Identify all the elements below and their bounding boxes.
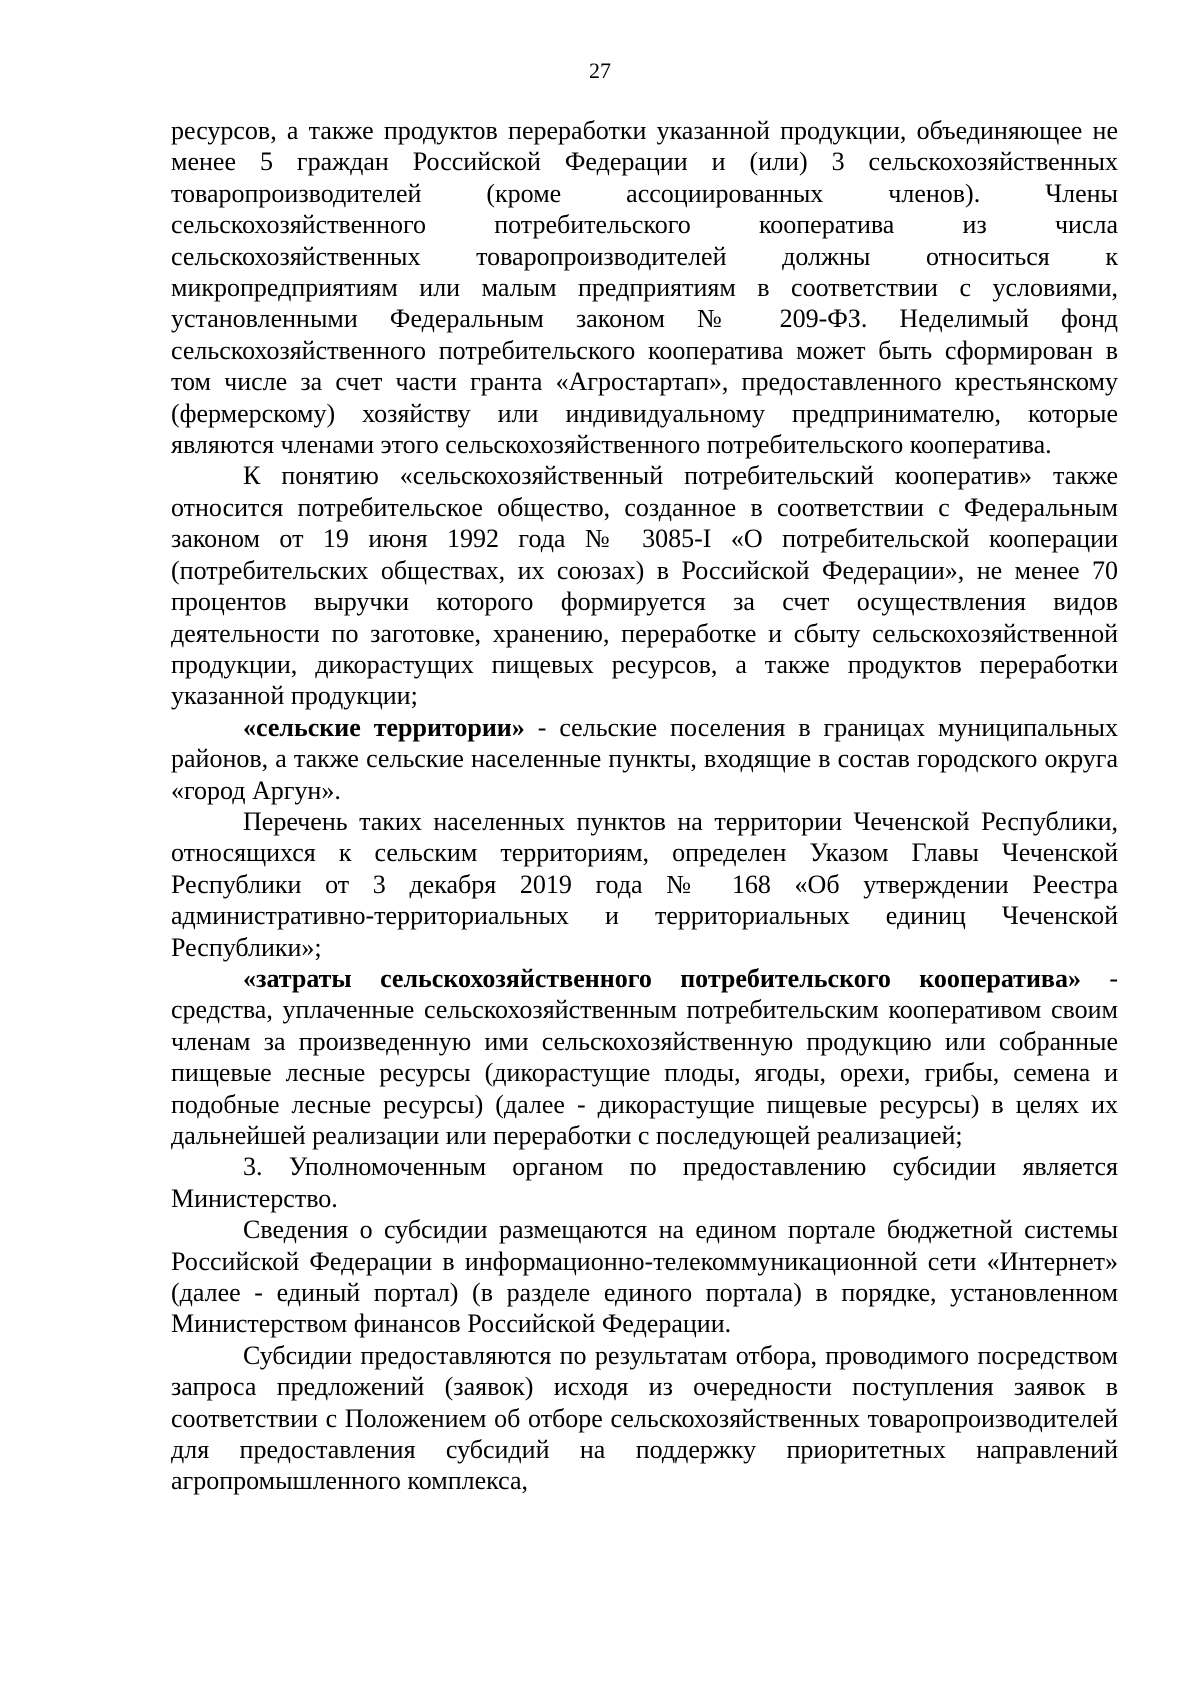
paragraph-text: Субсидии предоставляются по результатам отбора, проводимого посредством запроса предложений (заявок) исходя из очередности поступления заявок в соответствии с Положением об отборе сельскохозяйственных товаропроизводителей для предоставления субсидий на поддержку приоритетных направлений агропромышленного комплекса, xyxy=(171,1340,1118,1496)
defined-term: «сельские территории» xyxy=(243,712,525,742)
paragraph-selection-procedure xyxy=(171,1340,1118,1497)
paragraph-text: Перечень таких населенных пунктов на территории Чеченской Республики, относящихся к сельским территориям, определен Указом Главы Чеченской Республики от 3 декабря 2019 года № 168 «Об утверждении Реестра административно-территориальных и территориальных единиц Чеченской Республики»; xyxy=(171,806,1118,962)
document-body xyxy=(171,115,1118,1497)
paragraph-cooperative-definition-continued xyxy=(171,115,1118,460)
paragraph-authorized-body xyxy=(171,1151,1118,1214)
paragraph-consumer-society xyxy=(171,460,1118,711)
paragraph-text: 3. Уполномоченным органом по предоставлению субсидии является Министерство. xyxy=(171,1152,1118,1213)
paragraph-rural-territories-definition xyxy=(171,712,1118,806)
paragraph-text: К понятию «сельскохозяйственный потребительский кооператив» также относится потребительское общество, созданное в соответствии с Федеральным законом от 19 июня 1992 года № 3085-I «О потребительской кооперации (потребительских обществах, их союзах) в Российской Федерации», не менее 70 процентов выручки которого формируется за счет осуществления видов деятельности по заготовке, хранению, переработке и сбыту сельскохозяйственной продукции, дикорастущих пищевых ресурсов, а также продуктов переработки указанной продукции; xyxy=(171,461,1118,711)
paragraph-cooperative-costs-definition xyxy=(171,963,1118,1151)
paragraph-subsidy-information xyxy=(171,1214,1118,1340)
paragraph-text: - сельские поселения в границах муниципальных районов, а также сельские населенные пункты, входящие в состав городского округа «город Аргун». xyxy=(171,712,1118,805)
paragraph-text: Сведения о субсидии размещаются на едином портале бюджетной системы Российской Федерации в информационно-телекоммуникационной сети «Интернет» (далее - единый портал) (в разделе единого портала) в порядке, установленном Министерством финансов Российской Федерации. xyxy=(171,1215,1118,1339)
paragraph-text: ресурсов, а также продуктов переработки указанной продукции, объединяющее не менее 5 граждан Российской Федерации и (или) 3 сельскохозяйственных товаропроизводителей (кроме ассоциированных членов). Члены сельскохозяйственного потребительского кооператива из числа сельскохозяйственных товаропроизводителей должны относиться к микропредприятиям или малым предприятиям в соответствии с условиями, установленными Федеральным законом № 209-ФЗ. Неделимый фонд сельскохозяйственного потребительского кооператива может быть сформирован в том числе за счет части гранта «Агростартап», предоставленного крестьянскому (фермерскому) хозяйству или индивидуальному предпринимателю, которые являются членами этого сельскохозяйственного потребительского кооператива. xyxy=(171,116,1118,460)
page-number: 27 xyxy=(589,58,611,83)
paragraph-text: - средства, уплаченные сельскохозяйственным потребительским кооперативом своим членам за произведенную ими сельскохозяйственную продукцию или собранные пищевые лесные ресурсы (дикорастущие плоды, ягоды, орехи, грибы, семена и подобные лесные ресурсы) (далее - дикорастущие пищевые ресурсы) в целях их дальнейшей реализации или переработки с последующей реализацией; xyxy=(171,963,1118,1150)
paragraph-settlements-list xyxy=(171,806,1118,963)
defined-term: «затраты сельскохозяйственного потребительского кооператива» xyxy=(243,963,1081,993)
